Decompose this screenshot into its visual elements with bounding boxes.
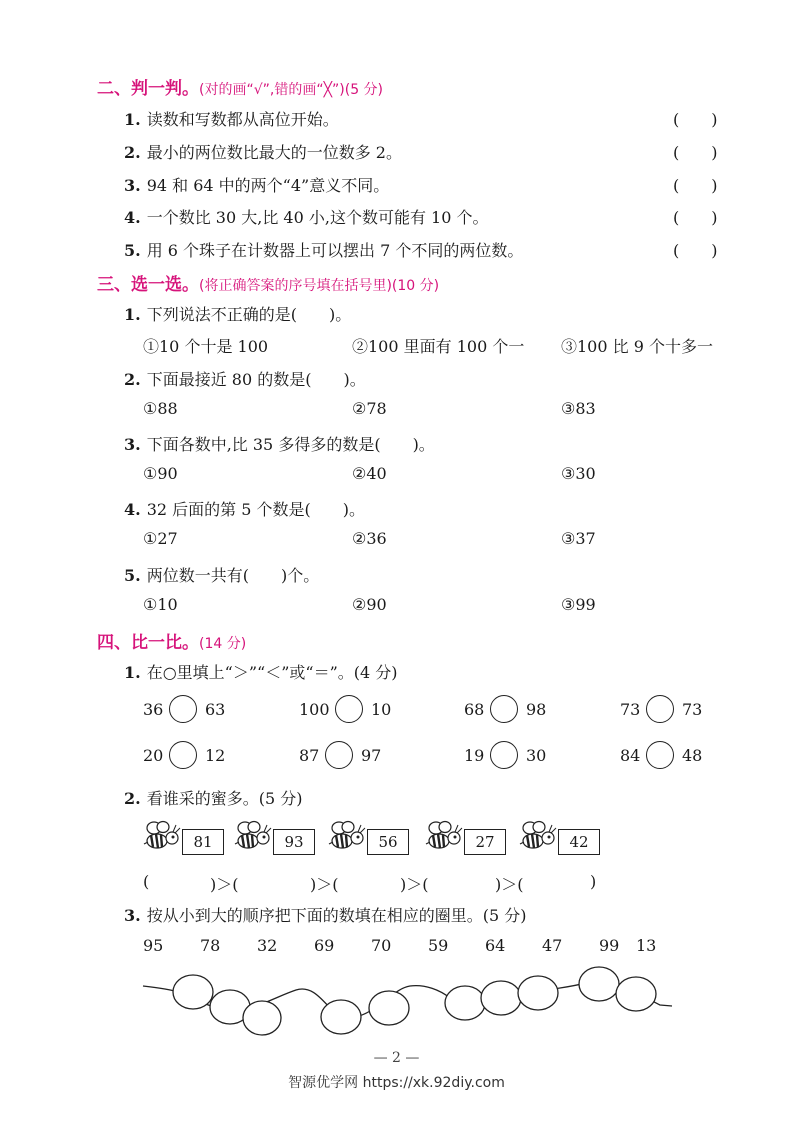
question-number: 3. [124, 176, 141, 195]
question-text: 两位数一共有( )个。 [146, 566, 320, 585]
question-text: 下面最接近 80 的数是( )。 [146, 370, 366, 389]
compare-right-number: 30 [526, 746, 547, 765]
question-number: 3. [124, 435, 141, 454]
compare-left-number: 68 [464, 700, 485, 719]
answer-parentheses: ( ) [673, 241, 718, 260]
order-blank-part: ( [143, 872, 150, 891]
choice-option: ①90 [143, 464, 178, 483]
choice-option: ②78 [352, 399, 387, 418]
compare-right-number: 63 [205, 700, 226, 719]
section-2-title: 二、判一判。 [97, 79, 199, 99]
answer-circle-3 [243, 1001, 281, 1035]
watermark-site: 智源优学网 https://xk.92diy.com [288, 1075, 505, 1091]
compare-left-number: 73 [620, 700, 641, 719]
question-text: 读数和写数都从高位开始。 [146, 110, 339, 129]
compare-right-number: 10 [371, 700, 392, 719]
answer-circle-6 [445, 986, 485, 1020]
question-number: 1. [124, 663, 141, 682]
question-text: 下面各数中,比 35 多得多的数是( )。 [146, 435, 435, 454]
sequence-number: 95 [143, 936, 164, 955]
choice-option: ①27 [143, 529, 178, 548]
choice-option: ①88 [143, 399, 178, 418]
question-number: 2. [124, 789, 141, 808]
answer-circle-7 [481, 981, 521, 1015]
sequence-number: 99 [599, 936, 620, 955]
answer-circle-5 [369, 991, 409, 1025]
answer-parentheses: ( ) [673, 110, 718, 129]
choice-option: ②100 里面有 100 个一 [352, 337, 525, 356]
compare-right-number: 12 [205, 746, 226, 765]
section-3-title: 三、选一选。 [97, 275, 199, 295]
sequence-number: 70 [371, 936, 392, 955]
compare-left-number: 87 [299, 746, 320, 765]
choice-option: ③99 [561, 595, 596, 614]
sequence-number: 47 [542, 936, 563, 955]
answer-circle-4 [321, 1000, 361, 1034]
answer-parentheses: ( ) [673, 176, 718, 195]
choice-option: ②36 [352, 529, 387, 548]
question-number: 2. [124, 370, 141, 389]
question-number: 4. [124, 500, 141, 519]
question-text: 94 和 64 中的两个“4”意义不同。 [146, 176, 390, 195]
choice-option: ②90 [352, 595, 387, 614]
question-number: 1. [124, 110, 141, 129]
compare-right-number: 73 [682, 700, 703, 719]
choice-option: ①10 [143, 595, 178, 614]
section-3-note: (将正确答案的序号填在括号里)(10 分) [199, 278, 440, 294]
sequence-number: 32 [257, 936, 278, 955]
section-2-note: (对的画“√”,错的画“╳”)(5 分) [199, 82, 384, 98]
question-text: 按从小到大的顺序把下面的数填在相应的圈里。(5 分) [146, 906, 527, 925]
choice-option: ②40 [352, 464, 387, 483]
answer-parentheses: ( ) [673, 208, 718, 227]
honey-number-box: 27 [464, 829, 506, 855]
order-blank-part: ) [590, 872, 597, 891]
page-number: — 2 — [373, 1050, 420, 1066]
choice-option: ③100 比 9 个十多一 [561, 337, 713, 356]
question-number: 4. [124, 208, 141, 227]
sequence-number: 78 [200, 936, 221, 955]
answer-parentheses: ( ) [673, 143, 718, 162]
compare-left-number: 100 [299, 700, 330, 719]
honey-number-box: 81 [182, 829, 224, 855]
sequence-number: 69 [314, 936, 335, 955]
question-text: 最小的两位数比最大的一位数多 2。 [146, 143, 402, 162]
compare-left-number: 20 [143, 746, 164, 765]
order-blank-part: )＞( [210, 875, 239, 894]
question-text: 32 后面的第 5 个数是( )。 [146, 500, 365, 519]
order-blank-part: )＞( [495, 875, 524, 894]
question-number: 2. [124, 143, 141, 162]
compare-left-number: 84 [620, 746, 641, 765]
order-blank-part: )＞( [310, 875, 339, 894]
answer-circle-8 [518, 976, 558, 1010]
sequence-number: 59 [428, 936, 449, 955]
compare-left-number: 36 [143, 700, 164, 719]
section-4-title: 四、比一比。 [97, 633, 199, 653]
answer-circle-9 [579, 967, 619, 1001]
choice-option: ①10 个十是 100 [143, 337, 269, 356]
compare-right-number: 48 [682, 746, 703, 765]
choice-option: ③83 [561, 399, 596, 418]
question-text: 下列说法不正确的是( )。 [146, 305, 352, 324]
question-text: 用 6 个珠子在计数器上可以摆出 7 个不同的两位数。 [146, 241, 524, 260]
choice-option: ③30 [561, 464, 596, 483]
choice-option: ③37 [561, 529, 596, 548]
sequence-number: 64 [485, 936, 506, 955]
honey-number-box: 42 [558, 829, 600, 855]
question-number: 5. [124, 566, 141, 585]
order-blank-part: )＞( [400, 875, 429, 894]
honey-number-box: 56 [367, 829, 409, 855]
question-number: 5. [124, 241, 141, 260]
sequence-number: 13 [636, 936, 657, 955]
question-text: 一个数比 30 大,比 40 小,这个数可能有 10 个。 [146, 208, 489, 227]
answer-circle-10 [616, 977, 656, 1011]
compare-left-number: 19 [464, 746, 485, 765]
question-text: 在○里填上“＞”“＜”或“＝”。(4 分) [146, 663, 398, 682]
compare-right-number: 98 [526, 700, 547, 719]
question-text: 看谁采的蜜多。(5 分) [146, 789, 303, 808]
honey-number-box: 93 [273, 829, 315, 855]
compare-right-number: 97 [361, 746, 382, 765]
answer-circle-1 [173, 975, 213, 1009]
section-4-note: (14 分) [199, 636, 247, 652]
question-number: 3. [124, 906, 141, 925]
question-number: 1. [124, 305, 141, 324]
